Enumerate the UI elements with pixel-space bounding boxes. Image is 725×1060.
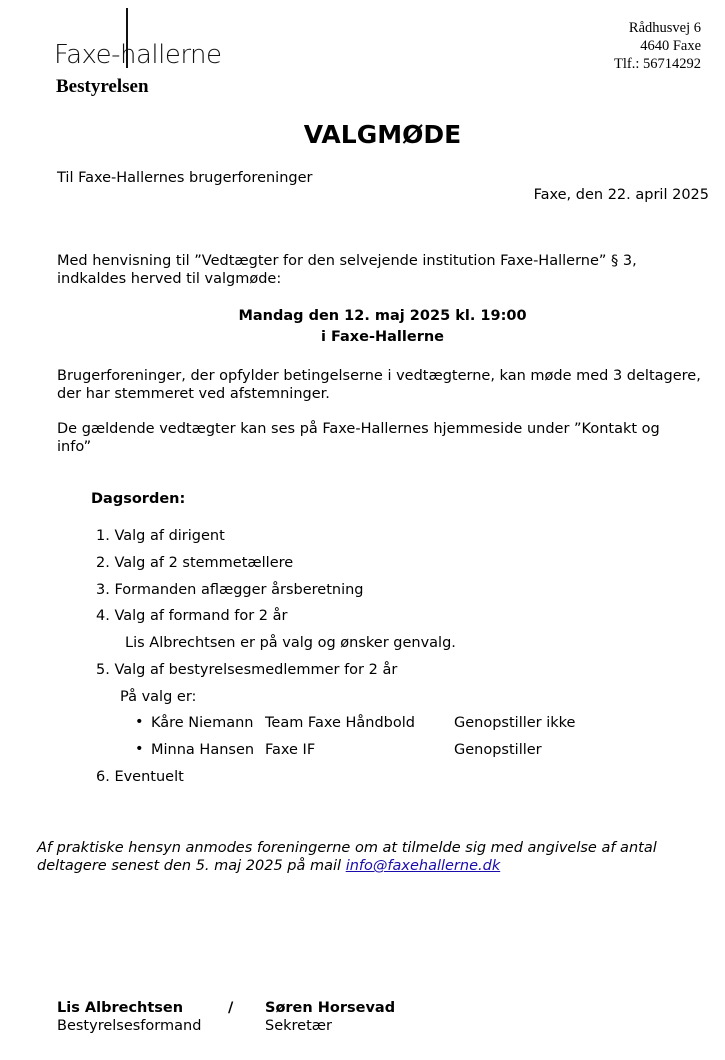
date-line: Faxe, den 22. april 2025 — [533, 187, 709, 203]
signature-right-name: Søren Horsevad — [265, 1000, 396, 1016]
agenda-heading: Dagsorden: — [91, 491, 186, 507]
notice-line-2: deltagere senest den 5. maj 2025 på mail info@faxehallerne.dk — [37, 858, 501, 874]
candidate-status: Genopstiller — [454, 742, 542, 758]
para2-line-1: De gældende vedtægter kan ses på Faxe-Hallernes hjemmeside under ”Kontakt og — [57, 421, 660, 437]
candidate-name: Minna Hansen — [151, 742, 255, 758]
agenda-note: Lis Albrechtsen er på valg og ønsker genvalg. — [125, 635, 456, 651]
email-link[interactable]: info@faxehallerne.dk — [345, 858, 501, 874]
agenda-item: 6. Eventuelt — [96, 769, 184, 785]
para1-line-2: der har stemmeret ved afstemninger. — [57, 386, 330, 402]
intro-line-2: indkaldes herved til valgmøde: — [57, 271, 282, 287]
agenda-item: 1. Valg af dirigent — [96, 528, 225, 544]
address-street: Rådhusvej 6 — [628, 20, 701, 36]
candidate-club: Faxe IF — [265, 742, 316, 758]
logo: Faxe-hallerne — [54, 40, 222, 70]
agenda-item: 3. Formanden aflægger årsberetning — [96, 582, 364, 598]
signature-right-role: Sekretær — [265, 1018, 332, 1034]
address-city: 4640 Faxe — [640, 38, 701, 54]
signature-left-name: Lis Albrechtsen — [57, 1000, 184, 1016]
signature-separator: / — [228, 1000, 234, 1016]
notice-line-1: Af praktiske hensyn anmodes foreningerne om at tilmelde sig med angivelse af antal — [37, 840, 657, 856]
agenda-item: 2. Valg af 2 stemmetællere — [96, 555, 294, 571]
page-title: VALGMØDE — [303, 120, 462, 149]
recipient: Til Faxe-Hallernes brugerforeninger — [57, 170, 313, 186]
bullet-icon: • — [135, 741, 144, 757]
candidate-status: Genopstiller ikke — [454, 715, 576, 731]
para2-line-2: info” — [57, 439, 92, 455]
meeting-when: Mandag den 12. maj 2025 kl. 19:00 — [238, 308, 527, 324]
signature-left-role: Bestyrelsesformand — [57, 1018, 202, 1034]
bullet-icon: • — [135, 714, 144, 730]
agenda-item: 4. Valg af formand for 2 år — [96, 608, 288, 624]
agenda-item: 5. Valg af bestyrelsesmedlemmer for 2 år — [96, 662, 398, 678]
address-phone: Tlf.: 56714292 — [614, 56, 701, 72]
meeting-where: i Faxe-Hallerne — [320, 329, 445, 345]
para1-line-1: Brugerforeninger, der opfylder betingelserne i vedtægterne, kan møde med 3 deltagere, — [57, 368, 701, 384]
board-label: Bestyrelsen — [56, 76, 149, 97]
agenda-note: På valg er: — [120, 689, 197, 705]
candidate-club: Team Faxe Håndbold — [265, 715, 415, 731]
candidate-name: Kåre Niemann — [151, 715, 254, 731]
intro-line-1: Med henvisning til ”Vedtægter for den selvejende institution Faxe-Hallerne” § 3, — [57, 253, 637, 269]
